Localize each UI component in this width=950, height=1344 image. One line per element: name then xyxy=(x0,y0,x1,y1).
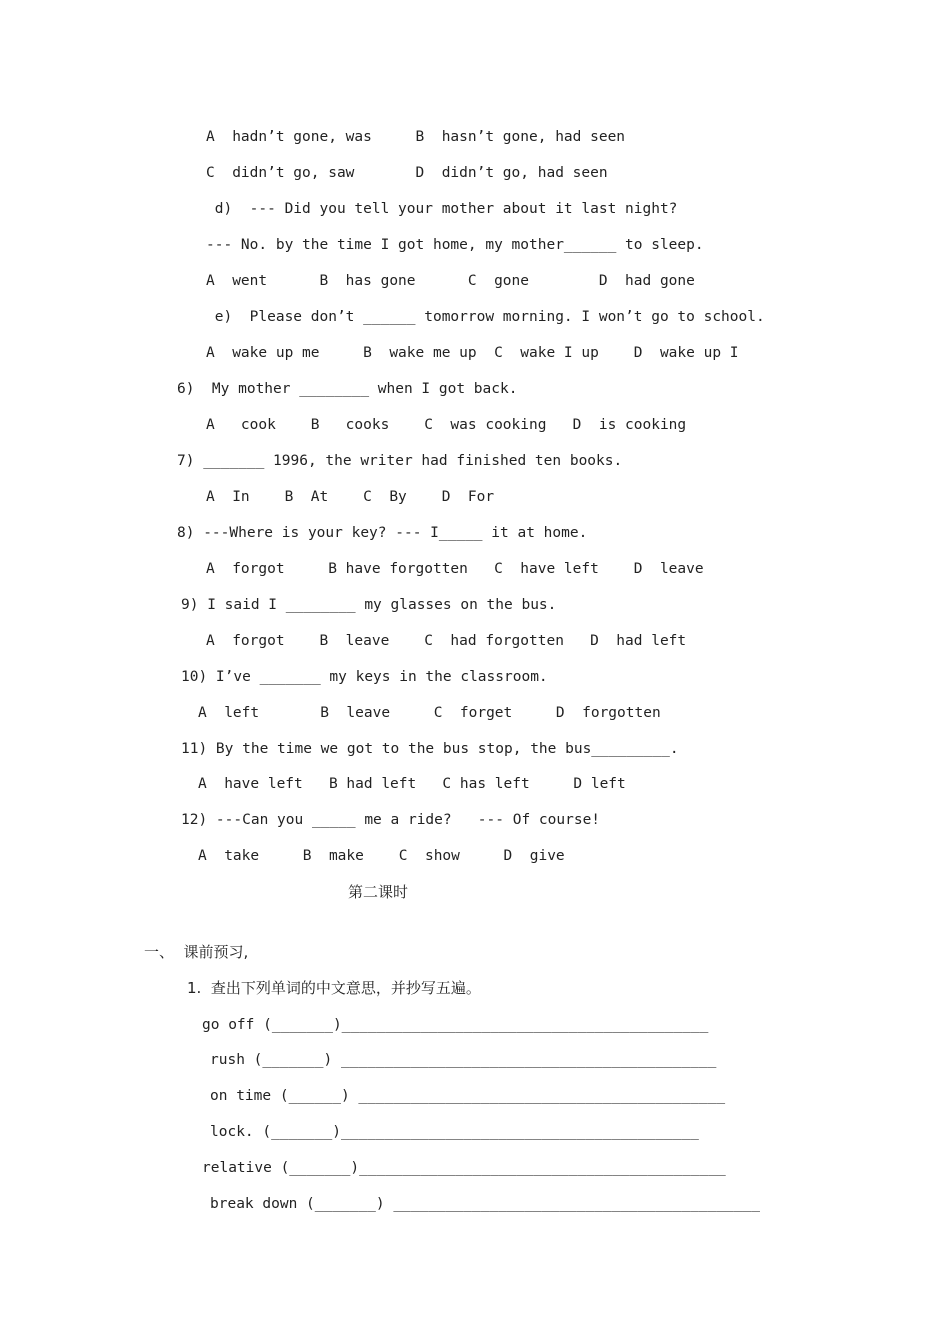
question-6: 6) My mother ________ when I got back. xyxy=(177,381,518,397)
vocab-break-down: break down (_______) __________________________________________ xyxy=(210,1196,760,1212)
vocab-go-off: go off (_______)__________________________________________ xyxy=(202,1017,709,1033)
question-7: 7) _______ 1996, the writer had finished ten books. xyxy=(177,453,623,469)
question-10: 10) I’ve _______ my keys in the classroom. xyxy=(181,669,548,685)
lesson-heading: 第二课时 xyxy=(348,883,409,901)
question-8: 8) ---Where is your key? --- I_____ it at home. xyxy=(177,525,588,541)
question-11: 11) By the time we got to the bus stop, the bus_________. xyxy=(181,741,679,757)
task-instruction: 1. 查出下列单词的中文意思，并抄写五遍。 xyxy=(187,979,481,997)
options-8: A forgot B have forgotten C have left D leave xyxy=(206,561,704,577)
question-d-answer: --- No. by the time I got home, my mother______ to sleep. xyxy=(206,237,704,253)
vocab-on-time: on time (______) __________________________________________ xyxy=(210,1088,726,1104)
option-line-a1: A hadn’t gone, was B hasn’t gone, had seen xyxy=(206,129,626,145)
options-6: A cook B cooks C was cooking D is cooking xyxy=(206,417,687,433)
vocab-rush: rush (_______) ___________________________________________ xyxy=(210,1052,717,1068)
options-12: A take B make C show D give xyxy=(198,848,565,864)
options-9: A forgot B leave C had forgotten D had left xyxy=(206,633,687,649)
option-line-c1: C didn’t go, saw D didn’t go, had seen xyxy=(206,165,608,181)
section-heading: 一、 课前预习, xyxy=(144,943,249,961)
vocab-lock: lock. (_______)_________________________________________ xyxy=(210,1124,699,1140)
options-11: A have left B had left C has left D left xyxy=(198,776,626,792)
options-7: A In B At C By D For xyxy=(206,489,495,505)
question-12: 12) ---Can you _____ me a ride? --- Of course! xyxy=(181,812,601,828)
options-e: A wake up me B wake me up C wake I up D wake up I xyxy=(206,345,739,361)
question-d: d) --- Did you tell your mother about it last night? xyxy=(206,201,678,217)
question-e: e) Please don’t ______ tomorrow morning. I won’t go to school. xyxy=(206,309,765,325)
question-9: 9) I said I ________ my glasses on the bus. xyxy=(181,597,557,613)
options-10: A left B leave C forget D forgotten xyxy=(198,705,661,721)
vocab-relative: relative (_______)__________________________________________ xyxy=(202,1160,726,1176)
options-d: A went B has gone C gone D had gone xyxy=(206,273,695,289)
